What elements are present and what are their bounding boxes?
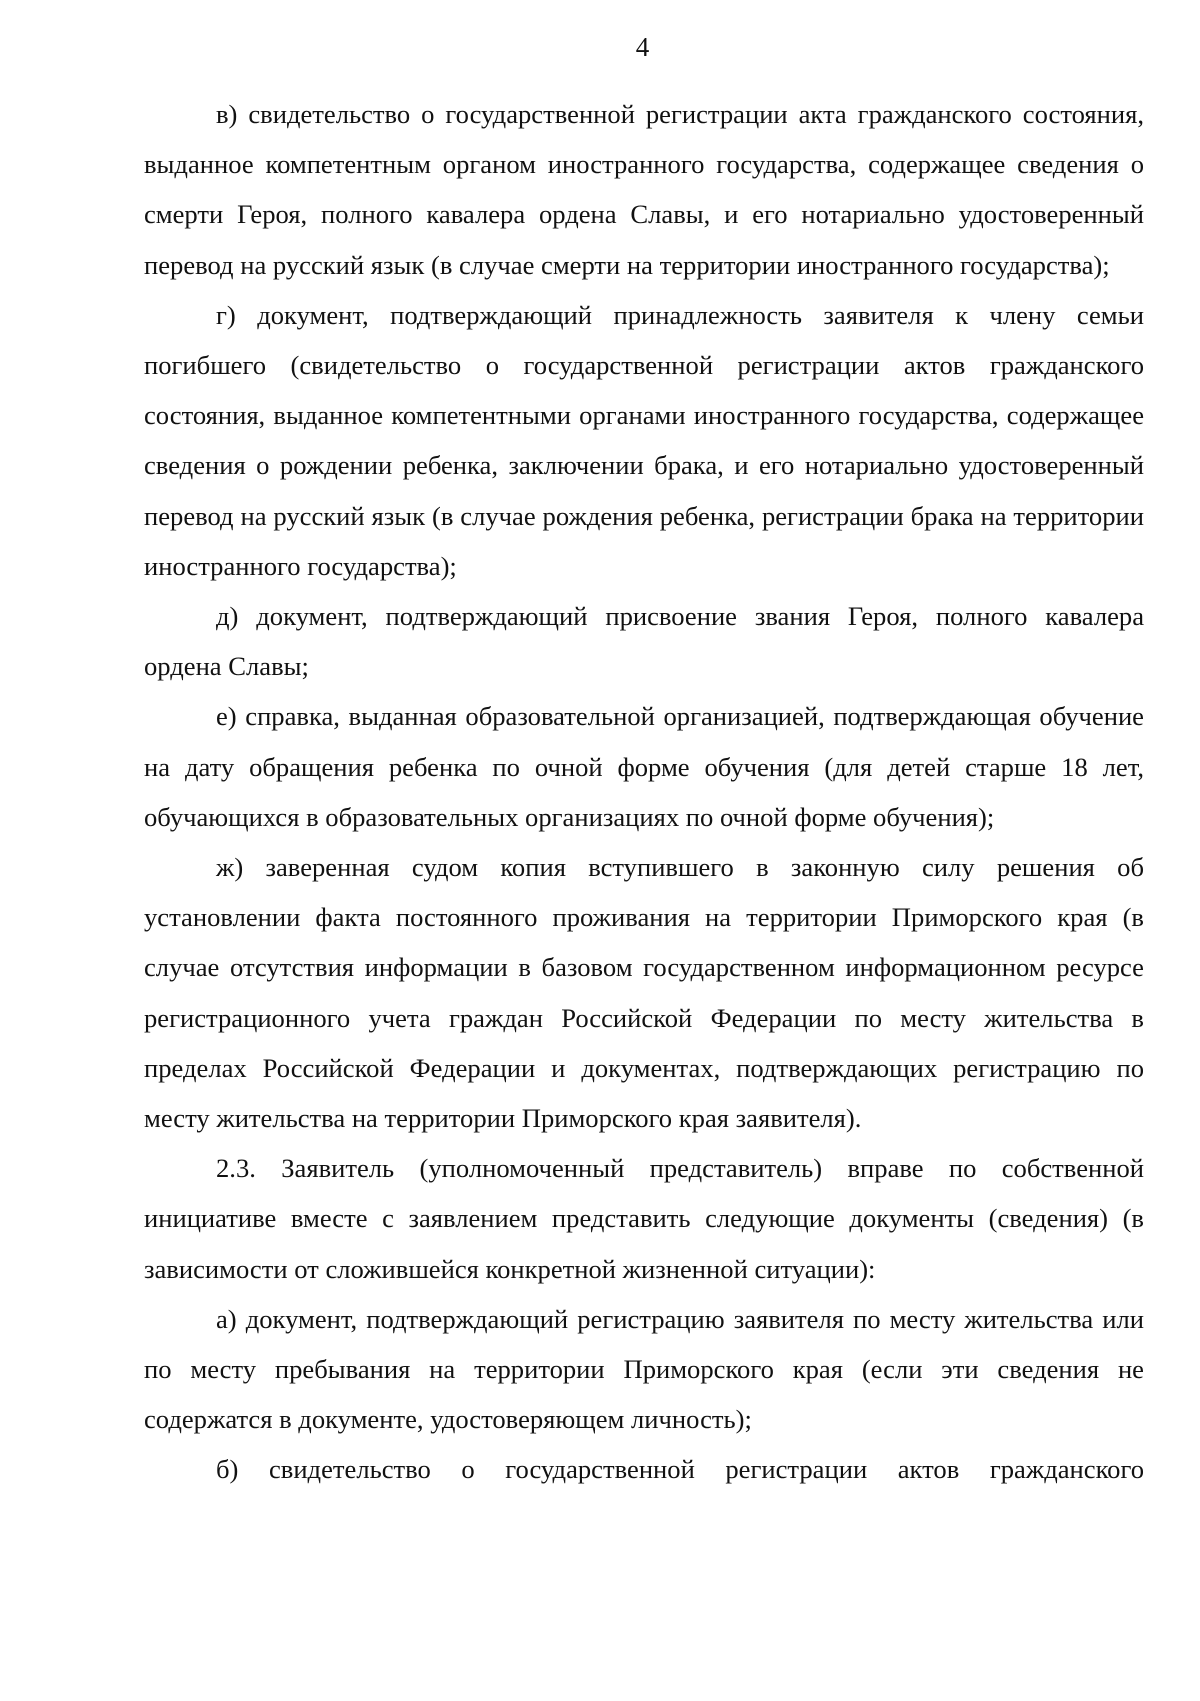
paragraph-zh: ж) заверенная судом копия вступившего в законную силу решения об установлении факта постоянного проживания на территории Приморского края (в случае отсутствия информации в базовом государственном информационном ресурсе регистрационного учета граждан Российской Федерации по месту жительства в пределах Российской Федерации и документах, подтверждающих регистрацию по месту жительства на территории Приморского края заявителя). bbox=[144, 852, 1144, 1134]
document-body bbox=[144, 89, 1144, 1495]
paragraph-g: г) документ, подтверждающий принадлежность заявителя к члену семьи погибшего (свидетельство о государственной регистрации актов гражданского состояния, выданное компетентными органами иностранного государства, содержащее сведения о рождении ребенка, заключении брака, и его нотариально удостоверенный перевод на русский язык (в случае рождения ребенка, регистрации брака на территории иностранного государства); bbox=[144, 299, 1144, 581]
page-number: 4 bbox=[635, 32, 650, 62]
paragraph-d: д) документ, подтверждающий присвоение звания Героя, полного кавалера ордена Славы; bbox=[144, 601, 1144, 682]
paragraph-b: б) свидетельство о государственной регистрации актов гражданского bbox=[216, 1454, 1144, 1485]
paragraph-2-3: 2.3. Заявитель (уполномоченный представитель) вправе по собственной инициативе вместе с заявлением представить следующие документы (сведения) (в зависимости от сложившейся конкретной жизненной ситуации): bbox=[144, 1153, 1144, 1284]
paragraph-e: е) справка, выданная образовательной организацией, подтверждающая обучение на дату обращения ребенка по очной форме обучения (для детей старше 18 лет, обучающихся в образовательных организациях по очной форме обучения); bbox=[144, 701, 1144, 832]
paragraph-v: в) свидетельство о государственной регистрации акта гражданского состояния, выданное компетентным органом иностранного государства, содержащее сведения о смерти Героя, полного кавалера ордена Славы, и его нотариально удостоверенный перевод на русский язык (в случае смерти на территории иностранного государства); bbox=[144, 99, 1144, 280]
paragraph-a: а) документ, подтверждающий регистрацию заявителя по месту жительства или по месту пребывания на территории Приморского края (если эти сведения не содержатся в документе, удостоверяющем личность); bbox=[144, 1303, 1144, 1435]
